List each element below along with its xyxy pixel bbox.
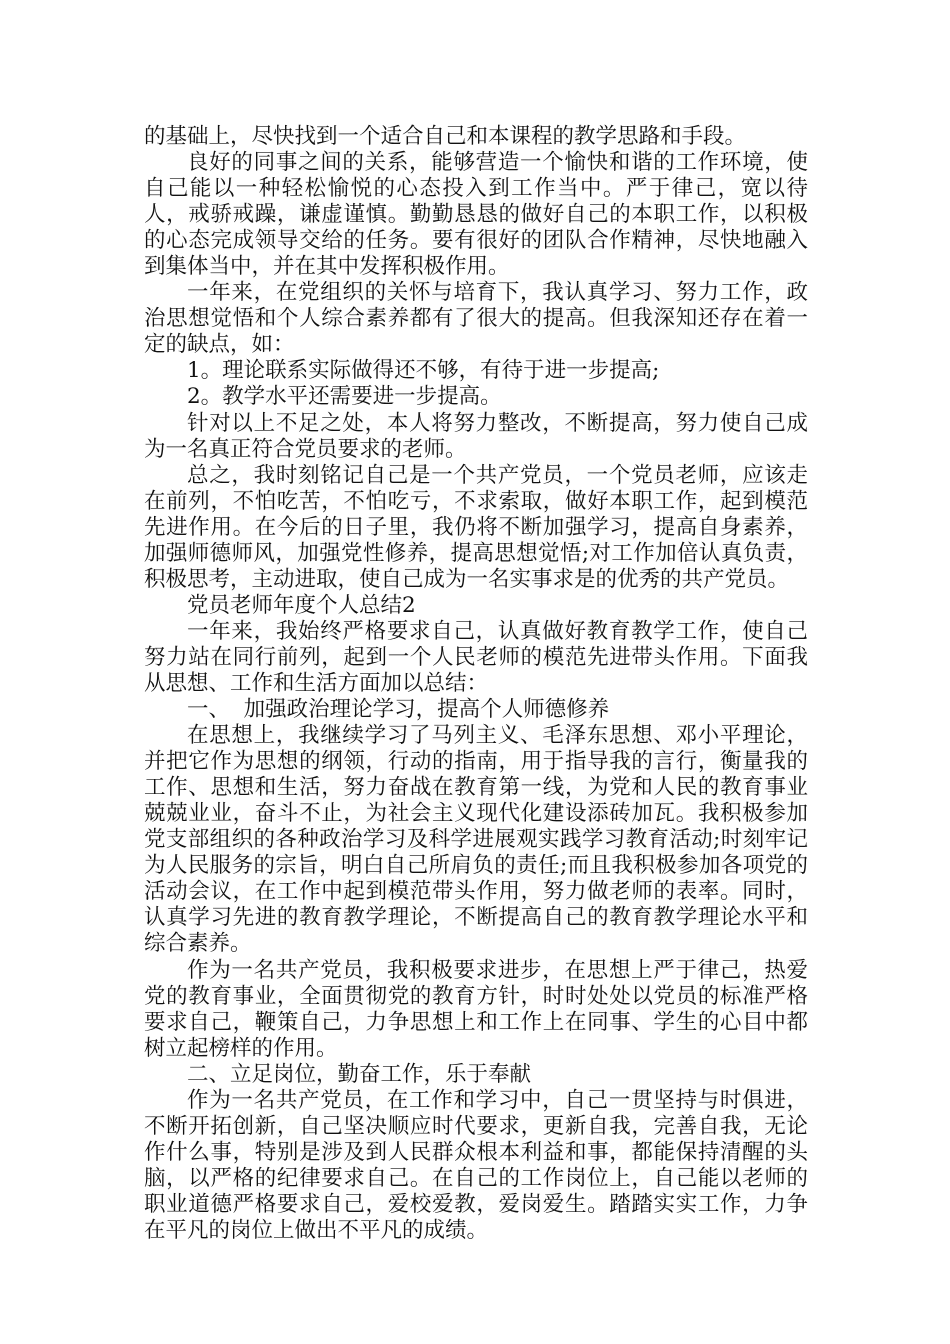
paragraph-continued: 的基础上，尽快找到一个适合自己和本课程的教学思路和手段。 bbox=[144, 124, 747, 149]
paragraph: 作为一名共产党员，我积极要求进步，在思想上严于律己，热爱党的教育事业，全面贯彻党的教育方针，时时处处以党员的标准严格要求自己，鞭策自己，力争思想上和工作上在同事、学生的心目中都树立起榜样的作用。 bbox=[144, 957, 808, 1061]
list-item: 1。理论联系实际做得还不够，有待于进一步提高; bbox=[187, 358, 660, 384]
paragraph: 作为一名共产党员，在工作和学习中，自己一贯坚持与时俱进，不断开拓创新，自己坚决顺应时代要求，更新自我，完善自我，无论作什么事，特别是涉及到人民群众根本利益和事，都能保持清醒的头脑，以严格的纪律要求自己。在自己的工作岗位上，自己能以老师的职业道德严格要求自己，爱校爱教，爱岗爱生。踏踏实实工作，力争在平凡的岗位上做出不平凡的成绩。 bbox=[144, 1087, 808, 1243]
section-heading: 二、立足岗位，勤奋工作，乐于奉献 bbox=[187, 1061, 532, 1087]
paragraph: 针对以上不足之处，本人将努力整改，不断提高，努力使自己成为一名真正符合党员要求的老师。 bbox=[144, 410, 808, 462]
paragraph: 良好的同事之间的关系，能够营造一个愉快和谐的工作环境，使自己能以一种轻松愉悦的心态投入到工作当中。严于律己，宽以待人，戒骄戒躁，谦虚谨慎。勤勤恳恳的做好自己的本职工作，以积极的心态完成领导交给的任务。要有很好的团队合作精神，尽快地融入到集体当中，并在其中发挥积极作用。 bbox=[144, 150, 808, 280]
paragraph: 一年来，在党组织的关怀与培育下，我认真学习、努力工作，政治思想觉悟和个人综合素养都有了很大的提高。但我深知还存在着一定的缺点，如： bbox=[144, 280, 808, 358]
paragraph: 在思想上，我继续学习了马列主义、毛泽东思想、邓小平理论，并把它作为思想的纲领，行动的指南，用于指导我的言行，衡量我的工作、思想和生活，努力奋战在教育第一线，为党和人民的教育事业兢兢业业，奋斗不止，为社会主义现代化建设添砖加瓦。我积极参加党支部组织的各种政治学习及科学进展观实践学习教育活动;时刻牢记为人民服务的宗旨，明白自己所肩负的责任;而且我积极参加各项党的活动会议，在工作中起到模范带头作用，努力做老师的表率。同时，认真学习先进的教育教学理论，不断提高自己的教育教学理论水平和综合素养。 bbox=[144, 723, 808, 957]
section-heading: 一、 加强政治理论学习，提高个人师德修养 bbox=[187, 697, 610, 723]
document-body bbox=[144, 124, 808, 1244]
section-title: 党员老师年度个人总结2 bbox=[187, 592, 416, 618]
paragraph: 一年来，我始终严格要求自己，认真做好教育教学工作，使自己努力站在同行前列，起到一个人民老师的模范先进带头作用。下面我从思想、工作和生活方面加以总结： bbox=[144, 618, 808, 696]
paragraph: 总之，我时刻铭记自己是一个共产党员，一个党员老师，应该走在前列，不怕吃苦，不怕吃亏，不求索取，做好本职工作，起到模范先进作用。在今后的日子里，我仍将不断加强学习，提高自身素养，加强师德师风，加强党性修养，提高思想觉悟;对工作加倍认真负责，积极思考，主动进取，使自己成为一名实事求是的优秀的共产党员。 bbox=[144, 462, 808, 592]
list-item: 2。教学水平还需要进一步提高。 bbox=[187, 384, 502, 410]
